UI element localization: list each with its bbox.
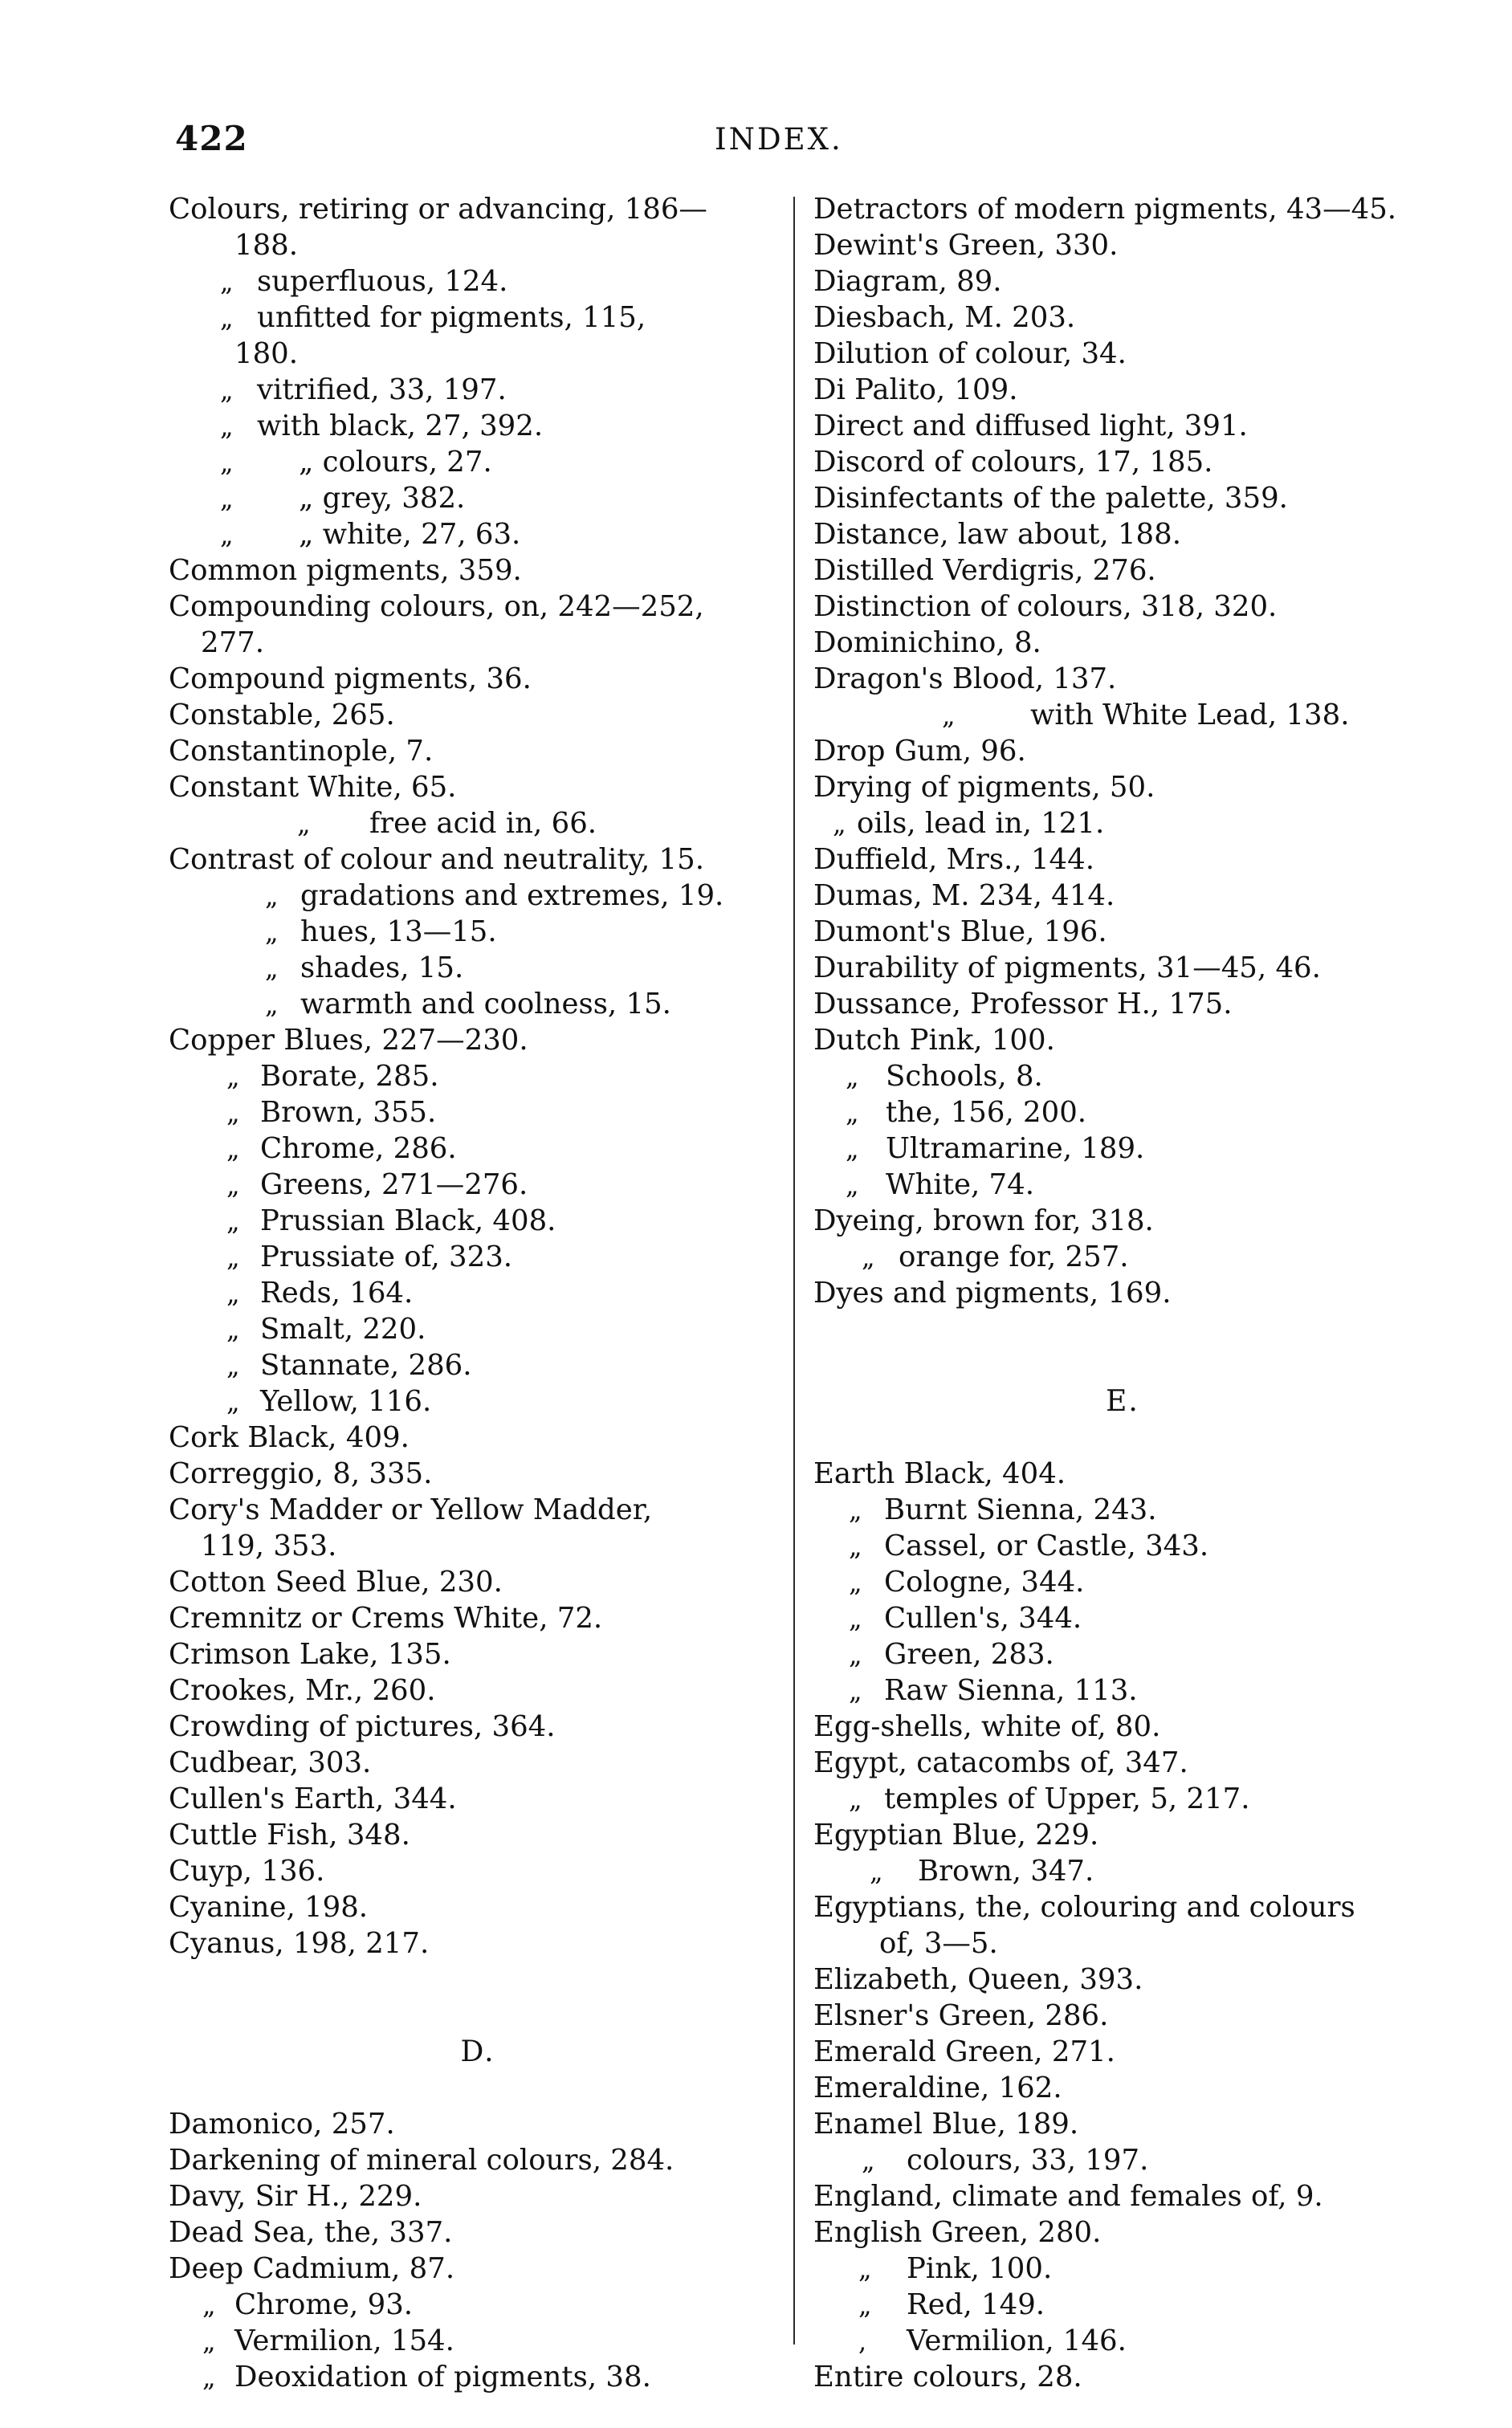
index-entry-text: Cudbear, 303.: [169, 1746, 372, 1779]
index-entry-text: 277.: [201, 626, 265, 659]
index-entry: [169, 1925, 787, 1962]
index-entry: [169, 697, 787, 733]
index-column-left: [169, 191, 787, 2395]
index-entry-text: Colours, retiring or advancing, 186—: [169, 193, 707, 226]
index-entry-text: Dewint's Green, 330.: [813, 229, 1119, 262]
ditto-mark: „: [942, 700, 956, 731]
index-entry-text: Cullen's, 344.: [884, 1602, 1082, 1635]
index-entry: [813, 299, 1432, 336]
index-entry: [813, 1853, 1432, 1889]
index-entry-text: Dominichino, 8.: [813, 626, 1041, 659]
page-header: [175, 119, 1428, 167]
index-entry-text: of, 3—5.: [879, 1927, 998, 1960]
index-entry-text: Green, 283.: [884, 1638, 1054, 1671]
index-entry-text: Copper Blues, 227—230.: [169, 1024, 528, 1057]
index-entry: [813, 552, 1432, 589]
index-entry: [813, 950, 1432, 986]
index-entry-text: Di Palito, 109.: [813, 373, 1018, 406]
index-entry-text: Compound pigments, 36.: [169, 662, 532, 695]
ditto-mark: „: [220, 519, 234, 550]
index-entry: [813, 227, 1432, 263]
ditto-mark: „: [220, 447, 234, 478]
index-entry: [169, 372, 787, 408]
index-entry-text: Damonico, 257.: [169, 2108, 395, 2141]
index-entry: [813, 2359, 1432, 2395]
index-entry-text: Disinfectants of the palette, 359.: [813, 482, 1288, 515]
index-entry-text: Prussiate of, 323.: [260, 1240, 513, 1273]
ditto-mark: „: [849, 1640, 862, 1670]
section-heading: E.: [1106, 1385, 1139, 1418]
index-entry-text: Dutch Pink, 100.: [813, 1024, 1055, 1057]
ditto-mark: „: [220, 483, 234, 514]
index-entry: [813, 986, 1432, 1022]
index-entry: [169, 914, 787, 950]
ditto-mark: „: [226, 1206, 240, 1236]
ditto-mark: „: [849, 1603, 862, 1634]
index-entry-text: Crimson Lake, 135.: [169, 1638, 451, 1671]
index-entry-text: Compounding colours, on, 242—252,: [169, 590, 704, 623]
column-divider: [793, 197, 795, 2344]
index-entry-text: Dead Sea, the, 337.: [169, 2216, 453, 2249]
ditto-mark: „: [220, 303, 234, 333]
ditto-mark: „: [849, 1784, 862, 1815]
index-entry: [813, 336, 1432, 372]
index-entry-text: Direct and diffused light, 391.: [813, 409, 1248, 442]
index-entry: [813, 625, 1432, 661]
index-entry: [813, 2142, 1432, 2178]
index-entry-text: shades, 15.: [300, 951, 464, 984]
index-entry: [169, 1781, 787, 1817]
ditto-mark: „: [849, 1676, 862, 1706]
ditto-mark: „: [265, 989, 279, 1020]
index-entry: [169, 805, 787, 841]
index-entry: [169, 1853, 787, 1889]
index-entry-text: Egypt, catacombs of, 347.: [813, 1746, 1188, 1779]
index-entry: [813, 1925, 1432, 1962]
index-entry-text: colours, 33, 197.: [907, 2144, 1149, 2177]
index-entry-text: Ultramarine, 189.: [886, 1132, 1145, 1165]
ditto-mark: „: [870, 1856, 883, 1887]
index-entry-text: Distinction of colours, 318, 320.: [813, 590, 1278, 623]
index-entry: [169, 950, 787, 986]
index-entry: [813, 2070, 1432, 2106]
index-entry: [169, 2106, 787, 2142]
index-entry: [169, 552, 787, 589]
index-entry-text: Chrome, 286.: [260, 1132, 457, 1165]
index-entry-text: Cologne, 344.: [884, 1566, 1085, 1599]
index-entry: [813, 2287, 1432, 2323]
index-entry-text: Duffield, Mrs., 144.: [813, 843, 1094, 876]
index-entry: [169, 299, 787, 336]
ditto-mark: „: [226, 1387, 240, 1417]
index-entry: [169, 1709, 787, 1745]
ditto-mark: „: [226, 1314, 240, 1345]
index-entry: [169, 1636, 787, 1672]
index-entry: [169, 589, 787, 625]
index-entry-text: Raw Sienna, 113.: [884, 1674, 1138, 1707]
index-entry: [169, 1167, 787, 1203]
index-entry: [169, 191, 787, 227]
index-entry: [813, 191, 1432, 227]
index-entry-text: Distilled Verdigris, 276.: [813, 554, 1156, 587]
index-entry-text: Diagram, 89.: [813, 265, 1002, 298]
index-entry: [169, 1528, 787, 1564]
index-entry: [813, 1600, 1432, 1636]
index-entry-text: Discord of colours, 17, 185.: [813, 446, 1213, 479]
index-entry-text: with White Lead, 138.: [1030, 699, 1350, 731]
index-entry-text: Emerald Green, 271.: [813, 2035, 1115, 2068]
index-entry-text: Reds, 164.: [260, 1277, 414, 1310]
index-entry-text: Emeraldine, 162.: [813, 2072, 1062, 2104]
ditto-mark: „: [220, 375, 234, 405]
index-entry-text: Cory's Madder or Yellow Madder,: [169, 1493, 653, 1526]
ditto-mark: „: [265, 953, 279, 984]
index-entry: [169, 986, 787, 1022]
ditto-mark: „: [202, 2290, 216, 2320]
ditto-mark: „: [202, 2326, 216, 2357]
index-entry-text: Brown, 355.: [260, 1096, 437, 1129]
index-entry: [813, 1022, 1432, 1058]
index-entry: [169, 1239, 787, 1275]
index-entry-text: Durability of pigments, 31—45, 46.: [813, 951, 1321, 984]
index-entry: [169, 336, 787, 372]
index-entry: [169, 733, 787, 769]
index-entry-text: 119, 353.: [201, 1530, 337, 1562]
index-entry-text: unfitted for pigments, 115,: [257, 301, 646, 334]
index-entry-text: Elizabeth, Queen, 393.: [813, 1963, 1143, 1996]
index-entry: [169, 625, 787, 661]
index-entry: [169, 1492, 787, 1528]
index-entry: [813, 1962, 1432, 1998]
index-entry-text: superfluous, 124.: [257, 265, 508, 298]
index-entry-text: hues, 13—15.: [300, 915, 497, 948]
index-entry-text: Common pigments, 359.: [169, 554, 522, 587]
ditto-mark: „: [226, 1098, 240, 1128]
index-entry: [813, 2034, 1432, 2070]
index-entry: [813, 1492, 1432, 1528]
index-entry-text: orange for, 257.: [899, 1240, 1129, 1273]
index-entry: [813, 805, 1432, 841]
index-entry-text: the, 156, 200.: [886, 1096, 1087, 1129]
index-entry-text: Diesbach, M. 203.: [813, 301, 1076, 334]
index-entry-text: Deep Cadmium, 87.: [169, 2252, 455, 2285]
index-entry: [813, 1058, 1432, 1094]
index-entry: [169, 2214, 787, 2251]
index-entry: [169, 1058, 787, 1094]
index-entry: [813, 1636, 1432, 1672]
index-entry: [813, 1167, 1432, 1203]
index-entry: [813, 1130, 1432, 1167]
index-entry: [169, 480, 787, 516]
index-entry: [169, 2142, 787, 2178]
index-entry: [169, 1600, 787, 1636]
index-entry-text: Chrome, 93.: [234, 2288, 414, 2321]
index-entry-text: Drying of pigments, 50.: [813, 771, 1155, 804]
index-entry: [813, 372, 1432, 408]
index-entry: [813, 2214, 1432, 2251]
index-entry: [169, 1022, 787, 1058]
index-entry-text: Pink, 100.: [907, 2252, 1053, 2285]
index-entry-text: Dragon's Blood, 137.: [813, 662, 1117, 695]
index-entry: [813, 1564, 1432, 1600]
index-entry: [169, 1275, 787, 1311]
index-entry: [813, 444, 1432, 480]
index-entry: [813, 1456, 1432, 1492]
ditto-mark: „: [849, 1567, 862, 1598]
index-entry: [813, 2251, 1432, 2287]
index-entry-text: Cotton Seed Blue, 230.: [169, 1566, 503, 1599]
index-entry-text: Greens, 271—276.: [260, 1168, 528, 1201]
index-entry: [813, 1094, 1432, 1130]
index-entry: [813, 1998, 1432, 2034]
index-entry-text: English Green, 280.: [813, 2216, 1102, 2249]
index-entry-text: Dumas, M. 234, 414.: [813, 879, 1115, 912]
index-entry: [813, 1781, 1432, 1817]
index-entry: [169, 1383, 787, 1420]
index-entry-text: vitrified, 33, 197.: [257, 373, 507, 406]
index-entry-text: Stannate, 286.: [260, 1349, 472, 1382]
index-entry-text: free acid in, 66.: [369, 807, 597, 840]
index-entry: [813, 1203, 1432, 1239]
ditto-mark: „: [833, 809, 846, 839]
index-entry-text: Egyptian Blue, 229.: [813, 1819, 1099, 1852]
blank-line: [813, 1311, 1432, 1347]
index-entry-text: Vermilion, 146.: [907, 2324, 1127, 2357]
index-entry: [813, 1709, 1432, 1745]
index-entry: [813, 1528, 1432, 1564]
index-entry: [169, 1745, 787, 1781]
index-entry-text: Cremnitz or Crems White, 72.: [169, 1602, 603, 1635]
index-entry: [169, 1130, 787, 1167]
index-entry-text: „ white, 27, 63.: [299, 518, 521, 551]
index-entry-text: Entire colours, 28.: [813, 2361, 1082, 2393]
index-entry-text: Cullen's Earth, 344.: [169, 1782, 457, 1815]
index-entry-text: with black, 27, 392.: [257, 409, 544, 442]
index-entry: [169, 661, 787, 697]
ditto-mark: „: [846, 1098, 859, 1128]
blank-line: [169, 2070, 787, 2106]
index-entry: [169, 1456, 787, 1492]
ditto-mark: „: [849, 1531, 862, 1562]
index-entry-text: Constable, 265.: [169, 699, 395, 731]
ditto-mark: „: [220, 267, 234, 297]
index-entry-text: Deoxidation of pigments, 38.: [234, 2361, 651, 2393]
index-entry: [813, 1745, 1432, 1781]
index-entry-text: Earth Black, 404.: [813, 1457, 1066, 1490]
index-entry-text: Cyanine, 198.: [169, 1891, 369, 1924]
index-entry: [169, 516, 787, 552]
ditto-mark: „: [846, 1061, 859, 1092]
ditto-mark: „: [202, 2362, 216, 2393]
index-entry-text: Vermilion, 154.: [234, 2324, 454, 2357]
index-entry-text: Correggio, 8, 335.: [169, 1457, 433, 1490]
blank-line: [169, 1962, 787, 1998]
index-entry: [813, 1239, 1432, 1275]
index-entry: [169, 769, 787, 805]
index-entry: [169, 878, 787, 914]
index-entry-text: oils, lead in, 121.: [857, 807, 1105, 840]
index-entry: [813, 408, 1432, 444]
index-entry-text: Cuttle Fish, 348.: [169, 1819, 410, 1852]
ditto-mark: „: [846, 1170, 859, 1200]
index-entry: [169, 2287, 787, 2323]
index-entry-text: Contrast of colour and neutrality, 15.: [169, 843, 704, 876]
index-entry: [169, 1564, 787, 1600]
running-head: INDEX.: [715, 122, 843, 157]
index-entry-text: Prussian Black, 408.: [260, 1204, 556, 1237]
index-entry-text: Davy, Sir H., 229.: [169, 2180, 422, 2213]
index-entry-text: warmth and coolness, 15.: [300, 988, 671, 1020]
index-entry-text: Egg-shells, white of, 80.: [813, 1710, 1161, 1743]
index-entry-text: Smalt, 220.: [260, 1313, 426, 1346]
index-entry-text: 188.: [234, 229, 299, 262]
ditto-mark: „: [265, 881, 279, 911]
ditto-mark: „: [226, 1242, 240, 1273]
index-entry-text: White, 74.: [886, 1168, 1035, 1201]
index-entry: [169, 1817, 787, 1853]
index-entry: [813, 2323, 1432, 2359]
index-entry-text: 180.: [234, 337, 299, 370]
index-entry: [813, 2106, 1432, 2142]
index-entry-text: Borate, 285.: [260, 1060, 439, 1093]
index-entry: [813, 2178, 1432, 2214]
ditto-mark: „: [226, 1170, 240, 1200]
index-entry: [813, 1275, 1432, 1311]
ditto-mark: „: [265, 917, 279, 947]
index-entry-text: Burnt Sienna, 243.: [884, 1493, 1157, 1526]
ditto-mark: „: [226, 1061, 240, 1092]
index-entry-text: Cuyp, 136.: [169, 1855, 325, 1888]
ditto-mark: „: [858, 2290, 872, 2320]
ditto-mark: „: [226, 1278, 240, 1309]
index-entry-text: Crowding of pictures, 364.: [169, 1710, 556, 1743]
index-entry: [813, 769, 1432, 805]
index-entry: [169, 444, 787, 480]
index-entry: [813, 480, 1432, 516]
index-entry-text: Constant White, 65.: [169, 771, 457, 804]
index-entry: [169, 227, 787, 263]
blank-line: [813, 1347, 1432, 1383]
index-entry-text: Darkening of mineral colours, 284.: [169, 2144, 674, 2177]
index-entry-text: Cassel, or Castle, 343.: [884, 1530, 1209, 1562]
ditto-mark: „: [226, 1134, 240, 1164]
index-entry-text: Schools, 8.: [886, 1060, 1043, 1093]
index-entry: [169, 1889, 787, 1925]
index-entry: [813, 263, 1432, 299]
index-entry: [169, 1420, 787, 1456]
ditto-mark: „: [226, 1350, 240, 1381]
index-entry-text: Enamel Blue, 189.: [813, 2108, 1079, 2141]
index-entry-text: Red, 149.: [907, 2288, 1045, 2321]
index-entry: [813, 841, 1432, 878]
blank-line: [169, 1998, 787, 2034]
index-entry: [813, 1672, 1432, 1709]
index-entry: [813, 697, 1432, 733]
blank-line: [813, 1420, 1432, 1456]
index-entry: [169, 1311, 787, 1347]
index-entry: [169, 408, 787, 444]
index-entry-text: Dyeing, brown for, 318.: [813, 1204, 1154, 1237]
index-entry-text: Crookes, Mr., 260.: [169, 1674, 436, 1707]
index-entry-text: Dilution of colour, 34.: [813, 337, 1127, 370]
index-entry: [813, 733, 1432, 769]
index-entry: [169, 2359, 787, 2395]
index-entry-text: Elsner's Green, 286.: [813, 1999, 1109, 2032]
index-entry-text: Detractors of modern pigments, 43—45.: [813, 193, 1397, 226]
index-entry: [813, 878, 1432, 914]
index-entry: [813, 1889, 1432, 1925]
index-entry: [813, 661, 1432, 697]
index-entry-text: temples of Upper, 5, 217.: [884, 1782, 1250, 1815]
ditto-mark: „: [849, 1495, 862, 1526]
index-entry-text: „ colours, 27.: [299, 446, 492, 479]
page-number: 422: [175, 119, 248, 158]
ditto-mark: „: [862, 1242, 875, 1273]
index-entry: [169, 1347, 787, 1383]
index-entry: [169, 2323, 787, 2359]
index-entry: [813, 1817, 1432, 1853]
index-entry-text: Dyes and pigments, 169.: [813, 1277, 1172, 1310]
index-entry: [169, 1672, 787, 1709]
ditto-mark: „: [846, 1134, 859, 1164]
index-column-right: [813, 191, 1432, 2395]
index-entry-text: Brown, 347.: [918, 1855, 1094, 1888]
index-entry-text: Egyptians, the, colouring and colours: [813, 1891, 1355, 1924]
ditto-mark: „: [862, 2145, 875, 2176]
ditto-mark: ,: [858, 2326, 867, 2357]
index-entry: [169, 263, 787, 299]
index-entry-text: „ grey, 382.: [299, 482, 466, 515]
index-entry-text: Constantinople, 7.: [169, 735, 434, 768]
index-entry-text: Cyanus, 198, 217.: [169, 1927, 430, 1960]
index-entry-text: Yellow, 116.: [260, 1385, 432, 1418]
index-entry: [169, 2178, 787, 2214]
index-entry-text: Dussance, Professor H., 175.: [813, 988, 1233, 1020]
index-entry-text: England, climate and females of, 9.: [813, 2180, 1323, 2213]
index-entry: [813, 516, 1432, 552]
index-entry: [813, 589, 1432, 625]
index-entry-text: Cork Black, 409.: [169, 1421, 410, 1454]
index-entry: [169, 1203, 787, 1239]
index-entry: [169, 1094, 787, 1130]
index-entry: [169, 2251, 787, 2287]
index-entry: [813, 914, 1432, 950]
index-entry-text: Distance, law about, 188.: [813, 518, 1181, 551]
index-entry-text: gradations and extremes, 19.: [300, 879, 724, 912]
section-heading: D.: [460, 2035, 495, 2068]
index-entry-text: Dumont's Blue, 196.: [813, 915, 1107, 948]
ditto-mark: „: [858, 2254, 872, 2284]
index-entry-text: Drop Gum, 96.: [813, 735, 1026, 768]
index-entry: [169, 841, 787, 878]
ditto-mark: „: [297, 809, 311, 839]
ditto-mark: „: [220, 411, 234, 442]
